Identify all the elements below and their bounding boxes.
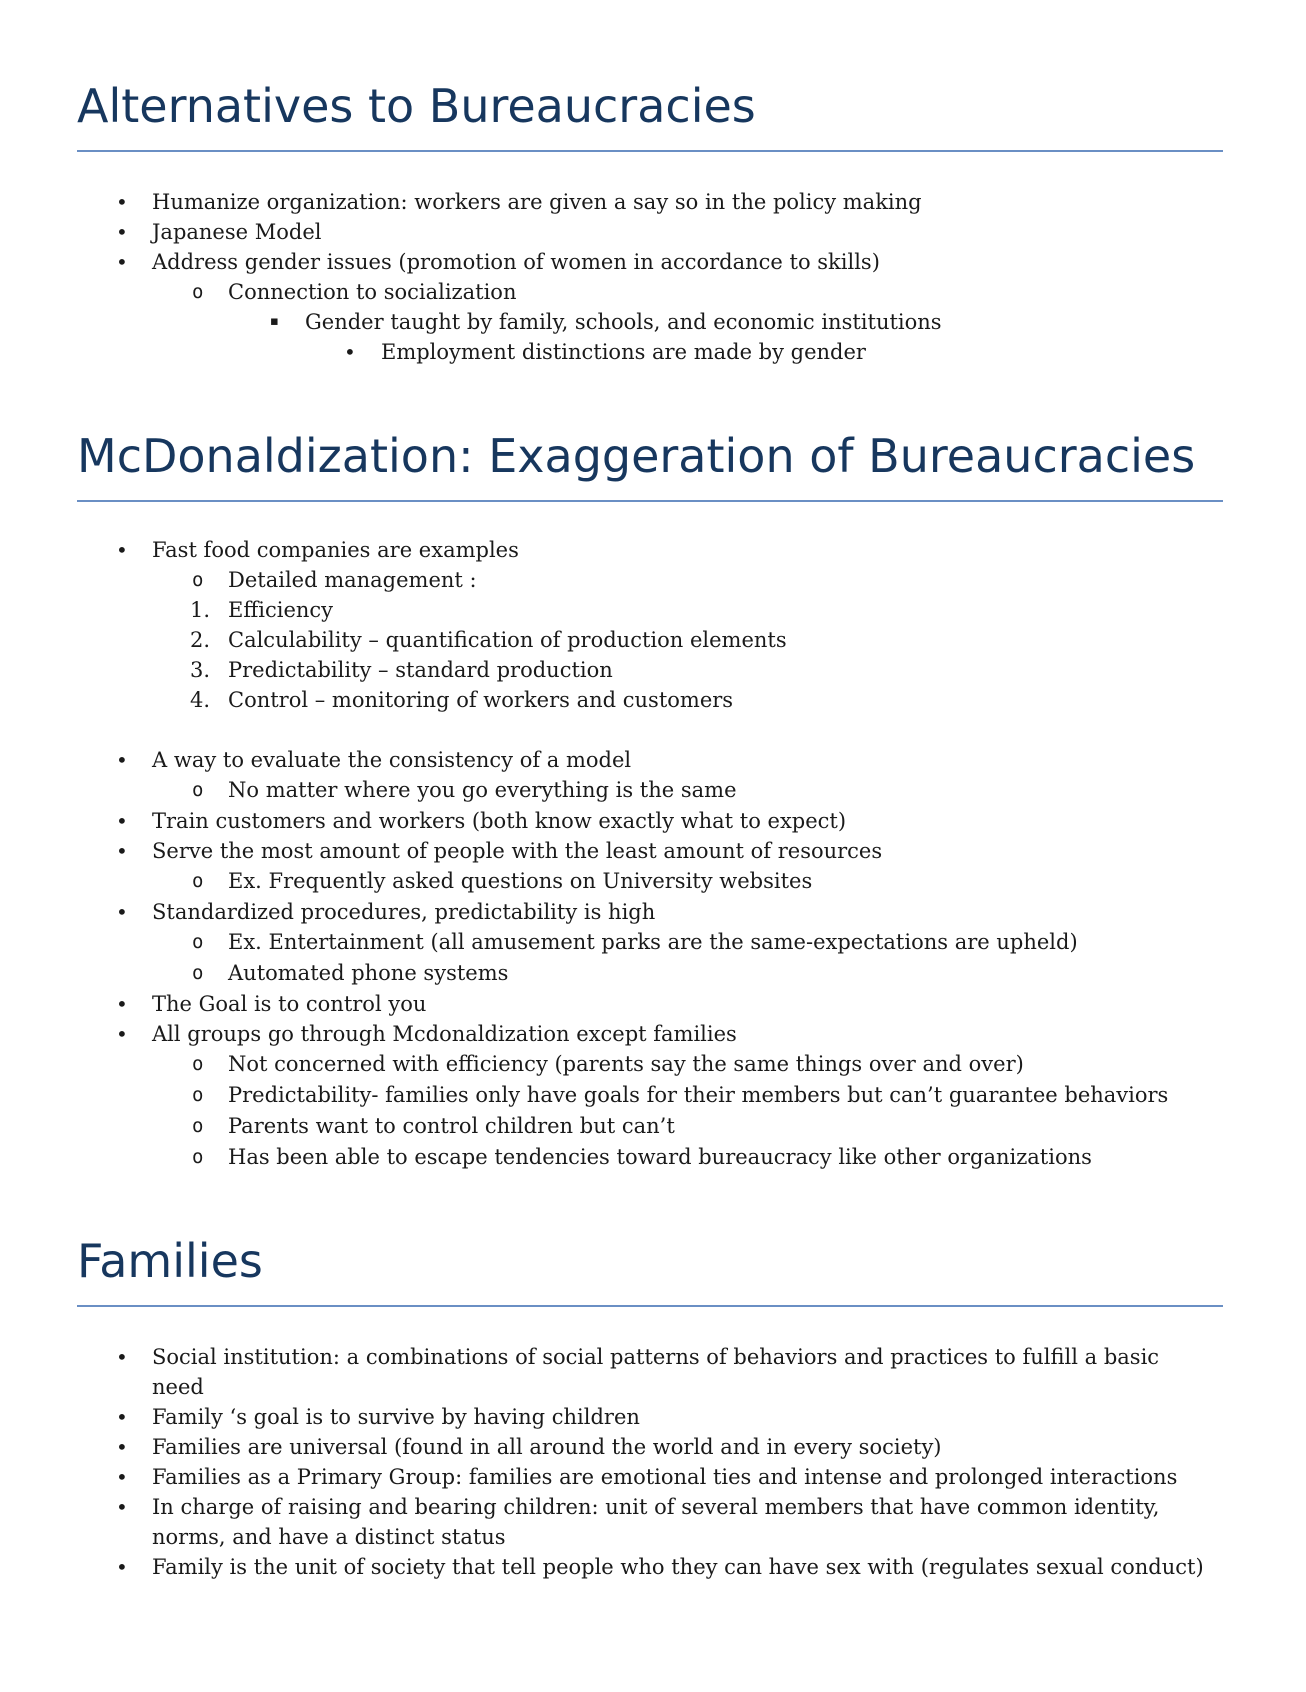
list-item: Predictability- families only have goals for their members but can’t guarantee behaviors [228, 1083, 1169, 1107]
list-item: Control – monitoring of workers and customers [228, 688, 734, 712]
circle-marker: o [192, 1053, 204, 1075]
list-item: No matter where you go everything is the same [228, 778, 737, 802]
bullet-marker: • [116, 1495, 128, 1519]
list-item: Family is the unit of society that tell people who they can have sex with (regulates sexual conduct) [152, 1555, 1204, 1579]
circle-marker: o [192, 569, 204, 591]
list-item: Japanese Model [152, 220, 322, 244]
bullet-marker: • [116, 748, 128, 772]
list-item: Not concerned with efficiency (parents say the same things over and over) [228, 1052, 1024, 1076]
list-item: Has been able to escape tendencies toward bureaucracy like other organizations [228, 1145, 1092, 1169]
list-item: Families as a Primary Group: families are emotional ties and intense and prolonged interactions [152, 1465, 1178, 1489]
list-item-continuation: need [152, 1375, 204, 1399]
square-marker: ▪ [270, 314, 279, 329]
heading-rule [77, 1305, 1223, 1307]
list-item: Train customers and workers (both know exactly what to expect) [152, 809, 847, 833]
list-item: Standardized procedures, predictability is high [152, 900, 656, 924]
list-item: Predictability – standard production [228, 658, 613, 682]
bullet-marker: • [116, 809, 128, 833]
bullet-marker: • [116, 839, 128, 863]
list-item: In charge of raising and bearing children: unit of several members that have common identity, [152, 1495, 1160, 1519]
list-item: A way to evaluate the consistency of a model [152, 748, 632, 772]
circle-marker: o [192, 1146, 204, 1168]
list-item: Address gender issues (promotion of women in accordance to skills) [152, 250, 880, 274]
list-item: The Goal is to control you [152, 992, 427, 1016]
bullet-marker: • [116, 900, 128, 924]
heading-rule [77, 150, 1223, 152]
list-item: Family ‘s goal is to survive by having children [152, 1405, 640, 1429]
circle-marker: o [192, 870, 204, 892]
list-item: Ex. Entertainment (all amusement parks are the same-expectations are upheld) [228, 930, 1078, 954]
list-item: Social institution: a combinations of social patterns of behaviors and practices to fulfill a basic [152, 1345, 1160, 1369]
number-marker: 2. [190, 628, 211, 652]
list-item: Detailed management : [228, 568, 477, 592]
list-item: All groups go through Mcdonaldization except families [152, 1022, 737, 1046]
number-marker: 3. [190, 658, 211, 682]
bullet-marker: • [116, 220, 128, 244]
list-item: Gender taught by family, schools, and economic institutions [305, 310, 942, 334]
circle-marker: o [192, 1084, 204, 1106]
heading-families: Families [77, 1234, 263, 1288]
circle-marker: o [192, 1115, 204, 1137]
bullet-marker: • [116, 992, 128, 1016]
circle-marker: o [192, 779, 204, 801]
bullet-marker: • [116, 1405, 128, 1429]
list-item: Humanize organization: workers are given a say so in the policy making [152, 190, 922, 214]
circle-marker: o [192, 281, 204, 303]
bullet-marker: • [344, 340, 356, 364]
list-item: Calculability – quantification of production elements [228, 628, 787, 652]
heading-rule [77, 500, 1223, 502]
bullet-marker: • [116, 1555, 128, 1579]
list-item-continuation: norms, and have a distinct status [152, 1525, 506, 1549]
list-item: Parents want to control children but can’t [228, 1114, 675, 1138]
bullet-marker: • [116, 1435, 128, 1459]
number-marker: 4. [190, 688, 211, 712]
list-item: Families are universal (found in all around the world and in every society) [152, 1435, 942, 1459]
circle-marker: o [192, 962, 204, 984]
list-item: Connection to socialization [228, 280, 517, 304]
heading-mcdonaldization: McDonaldization: Exaggeration of Bureaucracies [77, 429, 1196, 483]
bullet-marker: • [116, 190, 128, 214]
list-item: Ex. Frequently asked questions on University websites [228, 869, 813, 893]
bullet-marker: • [116, 250, 128, 274]
bullet-marker: • [116, 1465, 128, 1489]
number-marker: 1. [190, 598, 211, 622]
bullet-marker: • [116, 1345, 128, 1369]
heading-alternatives: Alternatives to Bureaucracies [77, 79, 756, 133]
bullet-marker: • [116, 538, 128, 562]
bullet-marker: • [116, 1022, 128, 1046]
circle-marker: o [192, 931, 204, 953]
list-item: Fast food companies are examples [152, 538, 519, 562]
list-item: Efficiency [228, 598, 334, 622]
list-item: Employment distinctions are made by gender [381, 340, 866, 364]
list-item: Automated phone systems [228, 961, 509, 985]
list-item: Serve the most amount of people with the least amount of resources [152, 839, 883, 863]
